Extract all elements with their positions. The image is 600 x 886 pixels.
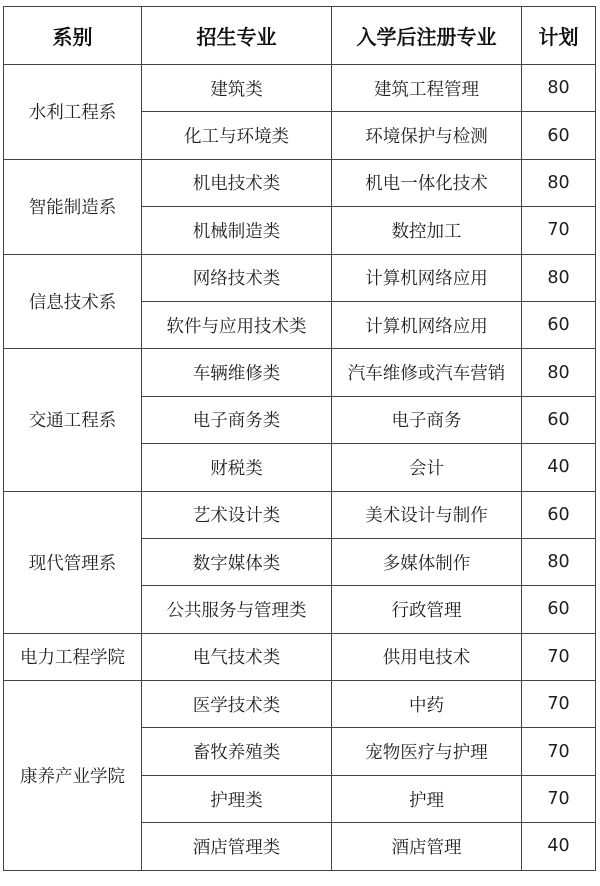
registered-major-cell: 中药 — [332, 681, 522, 728]
enroll-major-cell: 车辆维修类 — [142, 349, 332, 396]
enroll-major-cell: 畜牧养殖类 — [142, 728, 332, 775]
header-plan: 计划 — [522, 7, 596, 65]
plan-cell: 60 — [522, 301, 596, 348]
enrollment-plan-container — [3, 6, 596, 871]
enroll-major-cell: 电气技术类 — [142, 633, 332, 680]
registered-major-cell: 美术设计与制作 — [332, 491, 522, 538]
plan-cell: 40 — [522, 823, 596, 870]
table-row — [4, 491, 596, 538]
department-cell: 康养产业学院 — [4, 681, 142, 871]
enroll-major-cell: 酒店管理类 — [142, 823, 332, 870]
plan-cell: 60 — [522, 396, 596, 443]
plan-cell: 70 — [522, 775, 596, 822]
registered-major-cell: 多媒体制作 — [332, 538, 522, 585]
plan-cell: 80 — [522, 159, 596, 206]
table-row — [4, 681, 596, 728]
registered-major-cell: 汽车维修或汽车营销 — [332, 349, 522, 396]
plan-cell: 80 — [522, 349, 596, 396]
registered-major-cell: 机电一体化技术 — [332, 159, 522, 206]
plan-cell: 70 — [522, 681, 596, 728]
enroll-major-cell: 电子商务类 — [142, 396, 332, 443]
registered-major-cell: 计算机网络应用 — [332, 301, 522, 348]
enroll-major-cell: 公共服务与管理类 — [142, 586, 332, 633]
enroll-major-cell: 财税类 — [142, 444, 332, 491]
enroll-major-cell: 医学技术类 — [142, 681, 332, 728]
header-department: 系别 — [4, 7, 142, 65]
plan-cell: 80 — [522, 538, 596, 585]
plan-cell: 40 — [522, 444, 596, 491]
plan-cell: 70 — [522, 207, 596, 254]
plan-cell: 60 — [522, 112, 596, 159]
header-registered-major: 入学后注册专业 — [332, 7, 522, 65]
registered-major-cell: 数控加工 — [332, 207, 522, 254]
enroll-major-cell: 机电技术类 — [142, 159, 332, 206]
plan-cell: 80 — [522, 254, 596, 301]
department-cell: 智能制造系 — [4, 159, 142, 254]
department-cell: 交通工程系 — [4, 349, 142, 491]
table-row — [4, 349, 596, 396]
department-cell: 电力工程学院 — [4, 633, 142, 680]
registered-major-cell: 护理 — [332, 775, 522, 822]
plan-cell: 60 — [522, 586, 596, 633]
enroll-major-cell: 网络技术类 — [142, 254, 332, 301]
enroll-major-cell: 软件与应用技术类 — [142, 301, 332, 348]
registered-major-cell: 供用电技术 — [332, 633, 522, 680]
registered-major-cell: 行政管理 — [332, 586, 522, 633]
department-cell: 信息技术系 — [4, 254, 142, 349]
registered-major-cell: 电子商务 — [332, 396, 522, 443]
table-row — [4, 254, 596, 301]
registered-major-cell: 会计 — [332, 444, 522, 491]
plan-cell: 70 — [522, 633, 596, 680]
enroll-major-cell: 护理类 — [142, 775, 332, 822]
table-body — [4, 65, 596, 871]
table-row — [4, 633, 596, 680]
plan-cell: 60 — [522, 491, 596, 538]
enrollment-plan-table — [3, 6, 596, 871]
registered-major-cell: 宠物医疗与护理 — [332, 728, 522, 775]
plan-cell: 70 — [522, 728, 596, 775]
enroll-major-cell: 建筑类 — [142, 65, 332, 112]
table-row — [4, 159, 596, 206]
registered-major-cell: 酒店管理 — [332, 823, 522, 870]
enroll-major-cell: 化工与环境类 — [142, 112, 332, 159]
department-cell: 水利工程系 — [4, 65, 142, 160]
header-enroll-major: 招生专业 — [142, 7, 332, 65]
plan-cell: 80 — [522, 65, 596, 112]
enroll-major-cell: 艺术设计类 — [142, 491, 332, 538]
enroll-major-cell: 机械制造类 — [142, 207, 332, 254]
registered-major-cell: 建筑工程管理 — [332, 65, 522, 112]
registered-major-cell: 环境保护与检测 — [332, 112, 522, 159]
enroll-major-cell: 数字媒体类 — [142, 538, 332, 585]
table-row — [4, 65, 596, 112]
registered-major-cell: 计算机网络应用 — [332, 254, 522, 301]
department-cell: 现代管理系 — [4, 491, 142, 633]
header-row — [4, 7, 596, 65]
